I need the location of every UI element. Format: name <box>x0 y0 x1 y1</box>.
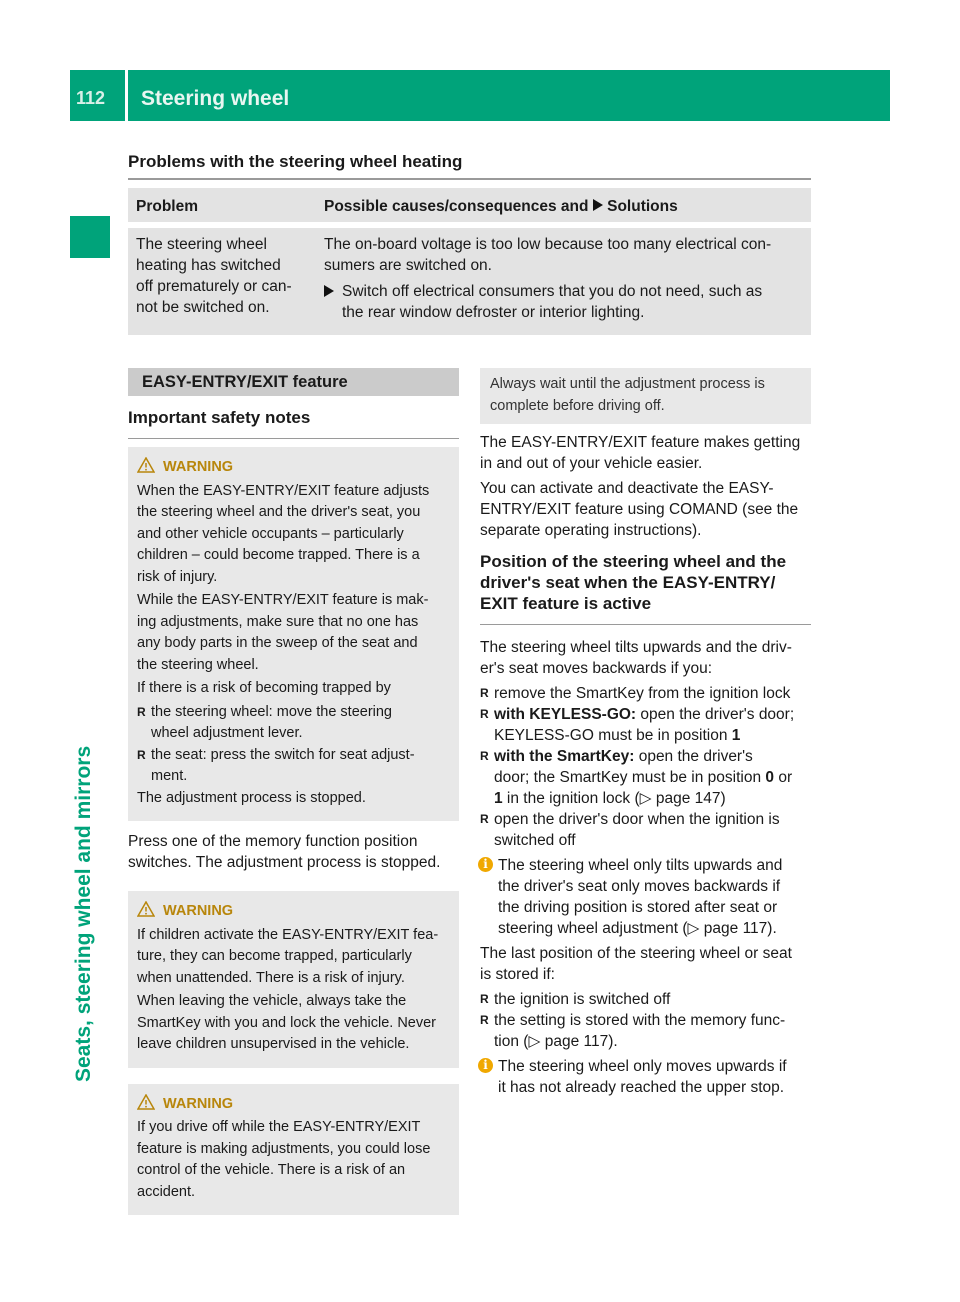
line: While the EASY-ENTRY/EXIT feature is mak- <box>137 592 429 608</box>
line: the driver's seat only moves backwards if <box>498 878 781 895</box>
warning-paragraph <box>137 481 450 589</box>
line: The steering wheel only tilts upwards and <box>498 857 783 874</box>
line: the steering wheel and the driver's seat, you <box>137 504 421 520</box>
table-header <box>128 188 811 222</box>
info-note <box>480 1056 811 1098</box>
line: ment. <box>151 768 188 784</box>
list-item <box>137 702 450 745</box>
warning-box-1 <box>128 447 459 821</box>
line: The last position of the steering wheel or seat <box>480 945 792 962</box>
position-value: 0 <box>765 769 775 786</box>
problem-cell <box>136 234 311 318</box>
warning-paragraph: If there is a risk of becoming trapped by <box>137 680 391 696</box>
text-line: The on-board voltage is too low because too many electrical con- <box>324 236 772 253</box>
col-solutions-header <box>324 196 678 217</box>
line: open the driver's door; <box>636 706 795 723</box>
line: in and out of your vehicle easier. <box>480 455 703 472</box>
text-line: not be switched on. <box>136 299 270 316</box>
warning-label: WARNING <box>163 459 234 475</box>
line: KEYLESS-GO must be in position <box>494 727 732 744</box>
line: tion ( <box>494 1033 529 1050</box>
text-line: off prematurely or can- <box>136 278 292 295</box>
page-ref-arrow-icon: ▷ <box>639 790 652 807</box>
right-column <box>480 368 811 1098</box>
list-item <box>480 1010 811 1052</box>
warning-paragraph <box>137 991 450 1056</box>
line: or <box>774 769 793 786</box>
line: SmartKey with you and lock the vehicle. Never <box>137 1014 436 1031</box>
chapter-marker <box>70 216 110 258</box>
line: ENTRY/EXIT feature using COMAND (see the <box>480 501 799 518</box>
table-row <box>128 228 811 335</box>
body-paragraph <box>480 637 811 679</box>
line: The EASY-ENTRY/EXIT feature makes getting <box>480 434 801 451</box>
line: wheel adjustment lever. <box>151 725 303 741</box>
line: the steering wheel. <box>137 656 259 673</box>
line: leave children unsupervised in the vehicle. <box>137 1036 410 1052</box>
line: the steering wheel: move the steering <box>151 703 392 720</box>
line: is stored if: <box>480 966 555 983</box>
page-reference[interactable]: page 147 <box>655 790 721 807</box>
line: Position of the steering wheel and the <box>480 552 787 571</box>
line: ) <box>720 790 726 807</box>
page-ref-arrow-icon: ▷ <box>687 920 700 937</box>
warning-box-3 <box>128 1084 459 1216</box>
warning-header <box>137 1094 450 1116</box>
page-reference[interactable]: page 117 <box>544 1033 609 1050</box>
line: When the EASY-ENTRY/EXIT feature adjusts <box>137 482 430 499</box>
safety-heading: Important safety notes <box>128 408 311 427</box>
position-value: 1 <box>731 727 741 744</box>
body-paragraph <box>480 478 811 541</box>
line: open the driver's door when the ignition is <box>494 811 780 828</box>
warning-header <box>137 457 450 479</box>
play-arrow-icon <box>593 199 603 211</box>
list-item: R the ignition is switched off <box>480 989 811 1010</box>
page-number: 112 <box>76 88 106 108</box>
body-paragraph <box>480 432 811 474</box>
line: accident. <box>137 1183 196 1200</box>
line: the setting is stored with the memory func- <box>494 1012 786 1029</box>
list-item <box>480 704 811 746</box>
position-value: 1 <box>494 790 503 807</box>
play-arrow-icon <box>324 285 334 297</box>
line: separate operating instructions). <box>480 522 702 539</box>
list-item <box>480 809 811 851</box>
line: er's seat moves backwards if you: <box>480 660 713 677</box>
info-icon: i <box>478 1058 493 1073</box>
text-line: heating has switched <box>136 257 281 274</box>
warning-label: WARNING <box>163 1095 234 1112</box>
warning-icon <box>137 457 155 473</box>
text-line: Switch off electrical consumers that you do not need, such as <box>342 283 763 300</box>
line: in the ignition lock ( <box>502 790 640 807</box>
warning-icon <box>137 1094 155 1110</box>
line: feature is making adjustments, you could lose <box>137 1140 431 1157</box>
list-item: R remove the SmartKey from the ignition lock <box>480 683 811 704</box>
left-column <box>128 368 459 1215</box>
solution-step <box>324 281 804 323</box>
problems-title: Problems with the steering wheel heating <box>128 152 463 171</box>
line: EXIT feature is active <box>480 594 652 613</box>
line: steering wheel adjustment ( <box>498 920 688 937</box>
warning-paragraph <box>137 1117 450 1203</box>
line: and other vehicle occupants – particularly <box>137 525 404 542</box>
line: risk of injury. <box>137 568 218 585</box>
line: the driving position is stored after seat or <box>498 899 778 916</box>
line: the seat: press the switch for seat adjust- <box>151 746 415 763</box>
problems-table <box>128 188 811 335</box>
section-rule <box>128 178 811 180</box>
feature-box-title: EASY-ENTRY/EXIT feature <box>128 368 459 396</box>
header-title: Steering wheel <box>141 87 290 110</box>
page-ref-arrow-icon: ▷ <box>528 1033 541 1050</box>
warning-icon <box>137 901 155 917</box>
line: when unattended. There is a risk of injury. <box>137 969 405 986</box>
line: ). <box>767 920 777 937</box>
body-paragraph <box>128 831 459 873</box>
col-solutions-label-end: Solutions <box>607 198 678 215</box>
position-heading <box>480 551 811 614</box>
text-line: The steering wheel <box>136 236 267 253</box>
col-problem-header: Problem <box>136 198 199 215</box>
text-line: the rear window defroster or interior lighting. <box>342 304 645 321</box>
line: children – could become trapped. There is a <box>137 547 420 563</box>
chapter-title: Seats, steering wheel and mirrors <box>72 745 95 1082</box>
warning-box-2 <box>128 891 459 1068</box>
note-box <box>480 368 811 424</box>
line: open the driver's <box>634 748 753 765</box>
text-line: sumers are switched on. <box>324 257 492 274</box>
warning-header <box>137 901 450 923</box>
line: If you drive off while the EASY-ENTRY/EXIT <box>137 1119 421 1135</box>
list-item <box>480 746 811 809</box>
col-solutions-label: Possible causes/consequences and <box>324 198 589 215</box>
line: ). <box>608 1033 618 1050</box>
page-reference[interactable]: page 117 <box>703 920 768 937</box>
header-divider <box>125 70 128 121</box>
warning-paragraph <box>137 925 450 990</box>
line: If children activate the EASY-ENTRY/EXIT fea- <box>137 926 439 943</box>
warning-paragraph: The adjustment process is stopped. <box>137 789 366 806</box>
line: The steering wheel tilts upwards and the driv- <box>480 639 792 656</box>
line: Always wait until the adjustment process is <box>490 376 765 392</box>
line: Press one of the memory function position <box>128 833 418 850</box>
line: switched off <box>494 832 576 849</box>
line: You can activate and deactivate the EASY- <box>480 480 774 497</box>
line: ing adjustments, make sure that no one has <box>137 613 419 630</box>
line: switches. The adjustment process is stopped. <box>128 854 441 871</box>
info-note <box>480 855 811 939</box>
warning-paragraph <box>137 590 450 676</box>
body-paragraph <box>480 943 811 985</box>
warning-label: WARNING <box>163 903 234 919</box>
line: The steering wheel only moves upwards if <box>498 1058 787 1075</box>
line: When leaving the vehicle, always take the <box>137 993 407 1009</box>
line: complete before driving off. <box>490 397 665 414</box>
line: driver's seat when the EASY-ENTRY/ <box>480 573 776 592</box>
line: door; the SmartKey must be in position <box>494 769 766 786</box>
bold-label: with KEYLESS-GO: <box>494 706 637 723</box>
line: it has not already reached the upper stop. <box>498 1079 785 1096</box>
solution-cell <box>324 234 804 323</box>
info-icon: i <box>478 857 493 872</box>
line: ture, they can become trapped, particularly <box>137 948 412 964</box>
list-item <box>137 745 450 788</box>
bold-label: with the SmartKey: <box>494 748 635 765</box>
line: control of the vehicle. There is a risk of an <box>137 1162 406 1178</box>
line: any body parts in the sweep of the seat and <box>137 635 418 651</box>
